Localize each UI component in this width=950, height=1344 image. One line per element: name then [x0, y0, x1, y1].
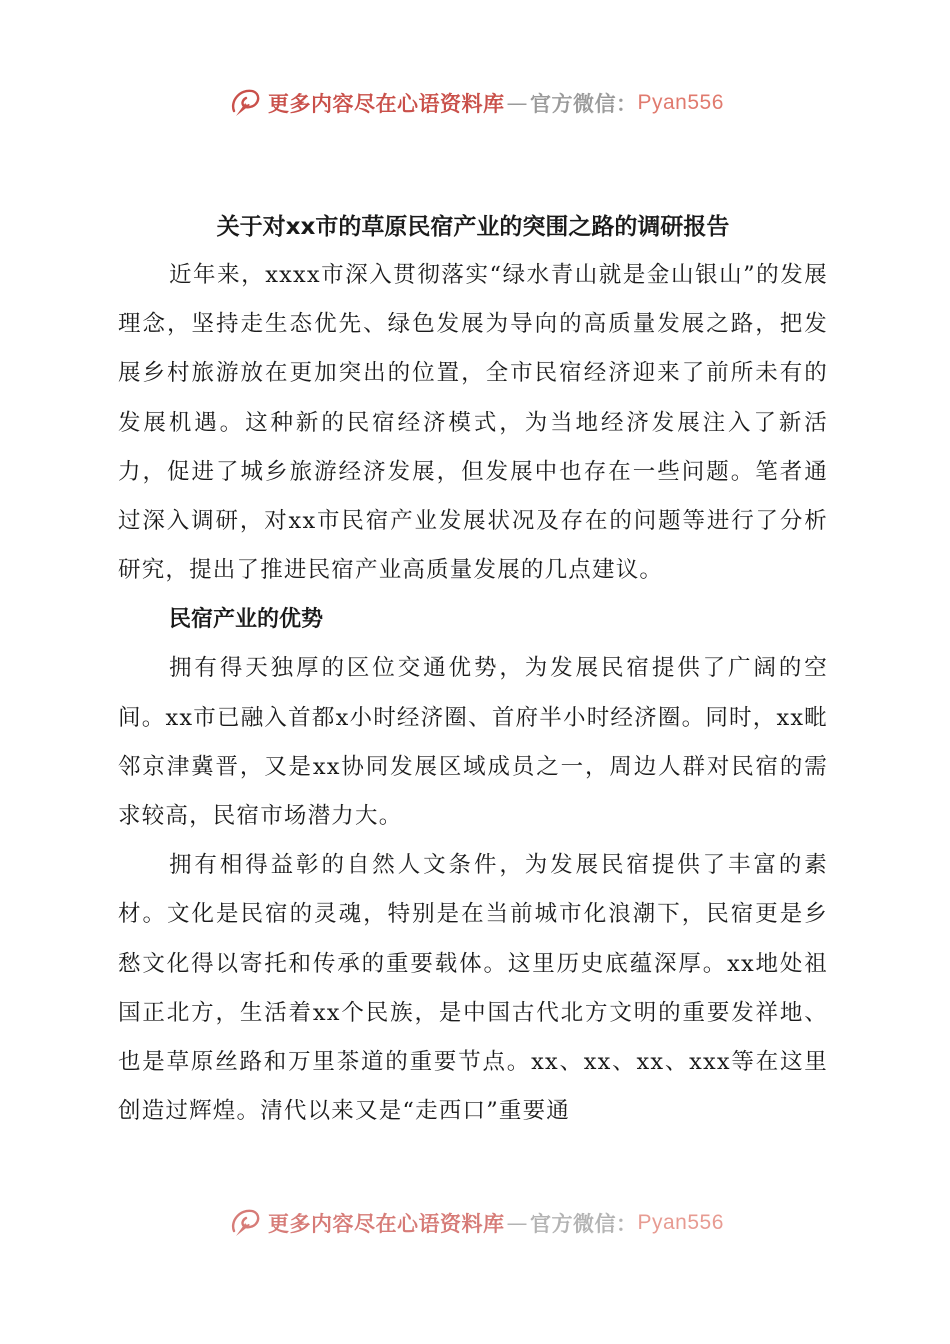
document-body [118, 204, 828, 1136]
section-heading: 民宿产业的优势 [169, 607, 324, 633]
body-paragraph-1: 拥有得天独厚的区位交通优势，为发展民宿提供了广阔的空间。xx市已融入首都x小时经济圈、首府半小时经济圈。同时，xx毗邻京津冀晋，又是xx协同发展区域成员之一，周边人群对民宿的需求较高，民宿市场潜力大。 [118, 655, 828, 830]
pen-nib-swirl-icon [228, 85, 264, 121]
watermark-separator: — [506, 91, 528, 115]
watermark-text: 更多内容尽在心语资料库 [268, 92, 505, 116]
watermark-wechat-id: Pyan556 [637, 91, 724, 114]
watermark-wechat-label: 官方微信： [530, 92, 638, 116]
watermark-text: 更多内容尽在心语资料库 [268, 1212, 505, 1236]
watermark-wechat-label: 官方微信： [530, 1212, 638, 1236]
watermark-wechat-id: Pyan556 [637, 1211, 724, 1234]
document-title: 关于对xx市的草原民宿产业的突围之路的调研报告 [216, 214, 730, 240]
header-watermark [228, 83, 724, 123]
intro-paragraph: 近年来，xxxx市深入贯彻落实“绿水青山就是金山银山”的发展理念，坚持走生态优先、绿色发展为导向的高质量发展之路，把发展乡村旅游放在更加突出的位置，全市民宿经济迎来了前所未有的发展机遇。这种新的民宿经济模式，为当地经济发展注入了新活力，促进了城乡旅游经济发展，但发展中也存在一些问题。笔者通过深入调研，对xx市民宿产业发展状况及存在的问题等进行了分析研究，提出了推进民宿产业高质量发展的几点建议。 [118, 262, 828, 584]
body-paragraph-2: 拥有相得益彰的自然人文条件，为发展民宿提供了丰富的素材。文化是民宿的灵魂，特别是在当前城市化浪潮下，民宿更是乡愁文化得以寄托和传承的重要载体。这里历史底蕴深厚。xx地处祖国正北方，生活着xx个民族，是中国古代北方文明的重要发祥地、也是草原丝路和万里茶道的重要节点。xx、xx、xx、xxx等在这里创造过辉煌。清代以来又是“走西口”重要通 [118, 852, 828, 1125]
pen-nib-swirl-icon [228, 1205, 264, 1241]
watermark-separator: — [506, 1211, 528, 1235]
footer-watermark [228, 1203, 724, 1243]
